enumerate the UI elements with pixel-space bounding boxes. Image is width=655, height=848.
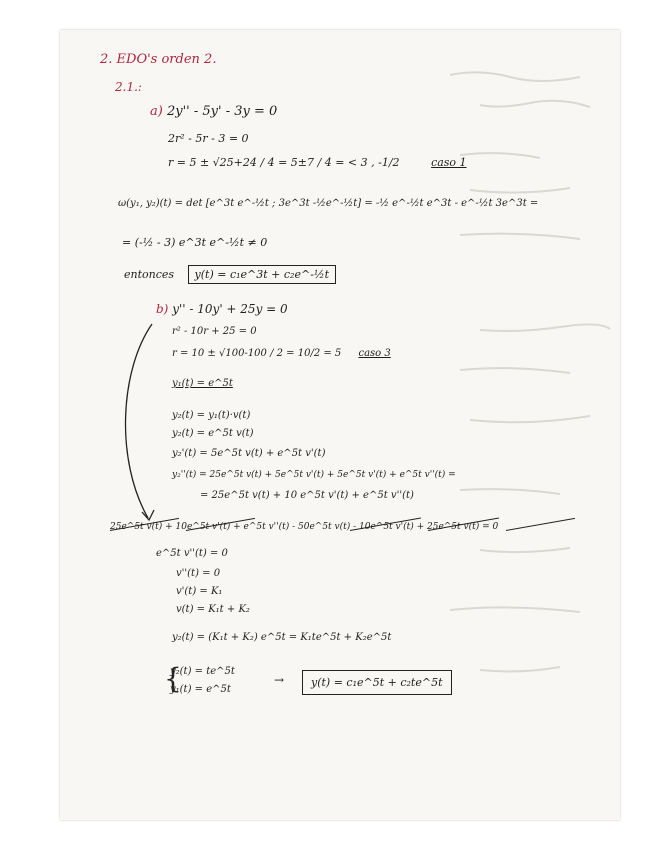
part-b-step-4: y₂''(t) = 25e^5t v(t) + 5e^5t v'(t) + 5e^5t v'(t) + e^5t v''(t) = bbox=[172, 470, 456, 480]
part-b-substitution: 25e^5t v(t) + 10e^5t v'(t) + e^5t v''(t) - 50e^5t v(t) - 10e^5t v'(t) + 25e^5t v(t) = 0 bbox=[110, 522, 499, 532]
part-b-reduction-4: v(t) = K₁t + K₂ bbox=[176, 604, 250, 615]
part-b-step-1: y₂(t) = y₁(t)·v(t) bbox=[172, 410, 251, 421]
part-b-reduction-1: e^5t v''(t) = 0 bbox=[156, 548, 228, 559]
part-b-roots: r = 10 ± √100-100 / 2 = 10/2 = 5 bbox=[172, 348, 342, 359]
connector-arrow bbox=[60, 30, 620, 820]
part-b-label: b) bbox=[156, 302, 169, 316]
notebook-page bbox=[60, 30, 620, 820]
part-b-y1: y₁(t) = e^5t bbox=[172, 378, 233, 389]
part-a-equation: 2y'' - 5y' - 3y = 0 bbox=[166, 104, 278, 119]
part-a-wronskian-result: = (-½ - 3) e^3t e^-½t ≠ 0 bbox=[122, 236, 268, 249]
part-b-characteristic: r² - 10r + 25 = 0 bbox=[172, 326, 257, 337]
part-a-conclusion-word: entonces bbox=[124, 268, 175, 281]
part-b-reduction-3: v'(t) = K₁ bbox=[176, 586, 223, 597]
part-b-step-3: y₂'(t) = 5e^5t v(t) + e^5t v'(t) bbox=[172, 448, 326, 459]
part-b-equation: y'' - 10y' + 25y = 0 bbox=[172, 302, 288, 316]
part-b-arrow: → bbox=[274, 673, 285, 687]
part-b-step-2: y₂(t) = e^5t v(t) bbox=[172, 428, 254, 439]
part-b-case: caso 3 bbox=[358, 348, 391, 359]
subsection-title: 2.1.: bbox=[115, 80, 142, 94]
part-a-characteristic: 2r² - 5r - 3 = 0 bbox=[168, 132, 249, 145]
part-a-wronskian: ω(y₁, y₂)(t) = det [e^3t e^-½t ; 3e^3t -½e^-½t] = -½ e^-½t e^3t - e^-½t 3e^3t = bbox=[118, 198, 539, 209]
part-b-reduction-2: v''(t) = 0 bbox=[176, 568, 221, 579]
part-a-case: caso 1 bbox=[431, 156, 467, 169]
part-b-solution-box: y(t) = c₁e^5t + c₂te^5t bbox=[302, 670, 452, 695]
part-b-basis-y2: y₂(t) = te^5t bbox=[170, 666, 235, 677]
part-b-y2-expanded: y₂(t) = (K₁t + K₂) e^5t = K₁te^5t + K₂e^5t bbox=[172, 632, 392, 643]
part-a-roots: r = 5 ± √25+24 / 4 = 5±7 / 4 = < 3 , -1/2 bbox=[168, 156, 400, 169]
part-a-label: a) bbox=[150, 104, 163, 119]
part-b-step-5: = 25e^5t v(t) + 10 e^5t v'(t) + e^5t v''(t) bbox=[200, 490, 414, 501]
part-b-basis-brace: { bbox=[164, 662, 182, 695]
part-b-basis-y1: y₁(t) = e^5t bbox=[170, 684, 231, 695]
part-a-solution-box: y(t) = c₁e^3t + c₂e^-½t bbox=[188, 265, 336, 284]
section-title: 2. EDO's orden 2. bbox=[100, 52, 217, 67]
